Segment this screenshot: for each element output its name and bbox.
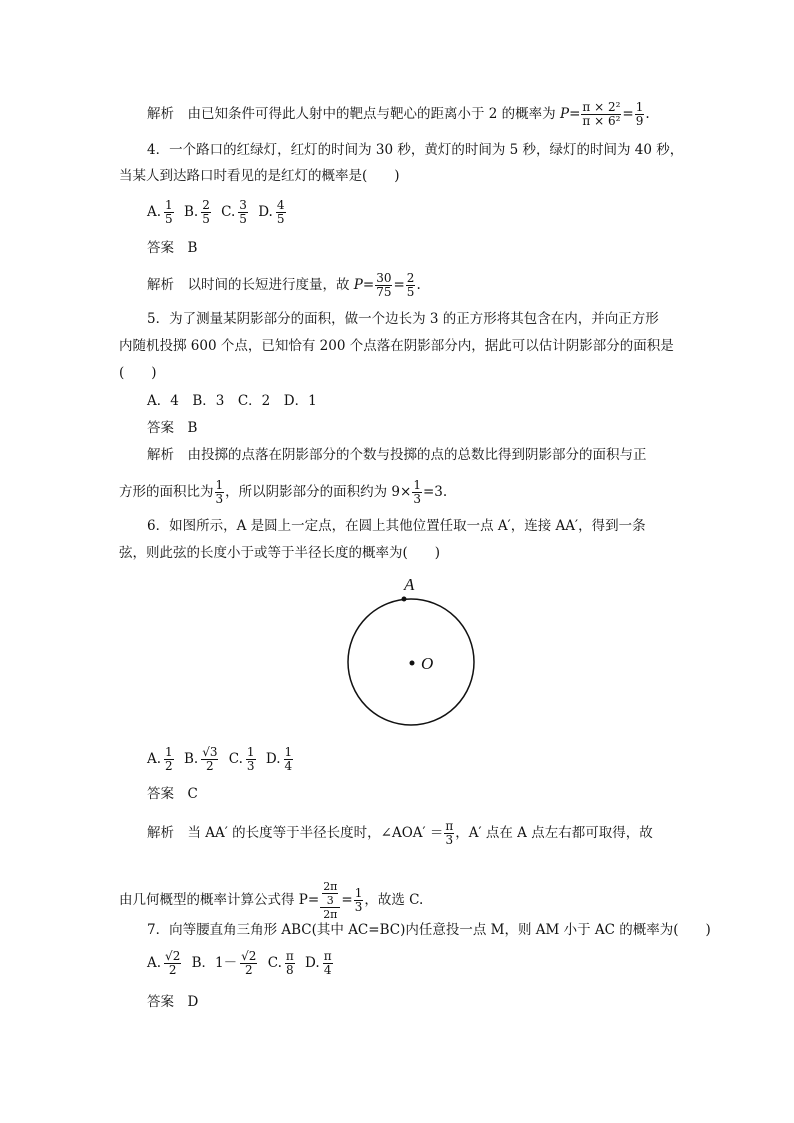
q5-solution-line2: 方形的面积比为 $\frac{1}{3}$ ，所以阴影部分的面积约为 9× $\frac{1}{3}$ =3. [119, 478, 448, 506]
q4-options [147, 199, 292, 226]
q5-answer: 答案 B [147, 420, 198, 436]
solution-q3: 解析 由已知条件可得此人射中的靶点与靶心的距离小于 2 的概率为 P= $\frac{\text{π × 2²}}{\text{π × 6²}}$ = $\frac{1}{9}$ . [147, 100, 650, 128]
q5-line3: ( ) [119, 365, 157, 381]
fraction: $\frac{1}{9}$ [635, 100, 644, 128]
option-d: D. $\frac{\pi}{4}$ [305, 949, 332, 977]
solution-label: 解析 [147, 106, 174, 122]
option-b: B．1－ $\frac{√2}{2}$ [191, 949, 257, 977]
option-c: C. $\frac{1}{3}$ [228, 745, 255, 773]
option-a: A. $\frac{1}{2}$ [147, 745, 173, 773]
q7-answer: 答案 D [147, 994, 199, 1010]
option-a: A. $\frac{1}{5}$ [147, 198, 173, 226]
option-d: D. $\frac{4}{5}$ [258, 198, 285, 226]
q4-line2: 当某人到达路口时看见的是红灯的概率是( ) [119, 168, 400, 184]
q7-options [147, 950, 339, 977]
q6-options [147, 746, 299, 773]
q4-solution: 解析 以时间的长短进行度量，故 P= $\frac{30}{75}$ = $\frac{2}{5}$ . [147, 271, 421, 299]
q7-line1: 7．向等腰直角三角形 ABC(其中 AC=BC)内任意投一点 M，则 AM 小于 AC 的概率为( ) [147, 922, 711, 938]
fraction: $\frac{\text{π × 2²}}{\text{π × 6²}}$ [582, 100, 621, 128]
option-d: D. $\frac{1}{4}$ [265, 745, 293, 773]
q5-line2: 内随机投掷 600 个点，已知恰有 200 个点落在阴影部分内，据此可以估计阴影部分的面积是 [119, 338, 674, 354]
option-b: B. $\frac{√3}{2}$ [183, 745, 218, 773]
circle-figure [338, 572, 484, 728]
option-b: B. $\frac{2}{5}$ [183, 198, 210, 226]
q4-line1: 4．一个路口的红绿灯，红灯的时间为 30 秒，黄灯的时间为 5 秒，绿灯的时间为 40 秒， [147, 142, 684, 158]
q4-answer: 答案 B [147, 240, 198, 256]
label-o: O [421, 654, 434, 673]
label-a: A [404, 575, 415, 594]
q6-answer: 答案 C [147, 786, 198, 802]
q6-solution-line2: 由几何概型的概率计算公式得 P= $\frac{\frac{2\pi}{3}}{2\pi}$ = $\frac{1}{3}$ ，故选 C. [119, 880, 424, 921]
option-a: A. $\frac{√2}{2}$ [147, 949, 181, 977]
q5-solution-line1: 解析 由投掷的点落在阴影部分的个数与投掷的点的总数比得到阴影部分的面积与正 [147, 447, 647, 463]
q6-solution-line1: 解析 当 AA′ 的长度等于半径长度时，∠AOA′ ＝ $\frac{\pi}{3}$ ，A′ 点在 A 点左右都可取得，故 [147, 819, 653, 847]
q5-options: A．4 B．3 C．2 D．1 [147, 393, 317, 409]
q6-line1: 6．如图所示，A 是圆上一定点，在圆上其他位置任取一点 A′，连接 AA′，得到一条 [147, 518, 646, 534]
point-a [402, 597, 407, 602]
q5-line1: 5．为了测量某阴影部分的面积，做一个边长为 3 的正方形将其包含在内，并向正方形 [147, 311, 659, 327]
point-o [410, 661, 415, 666]
q6-line2: 弦，则此弦的长度小于或等于半径长度的概率为( ) [119, 545, 441, 561]
option-c: C. $\frac{3}{5}$ [221, 198, 247, 226]
option-c: C. $\frac{\pi}{8}$ [267, 949, 294, 977]
